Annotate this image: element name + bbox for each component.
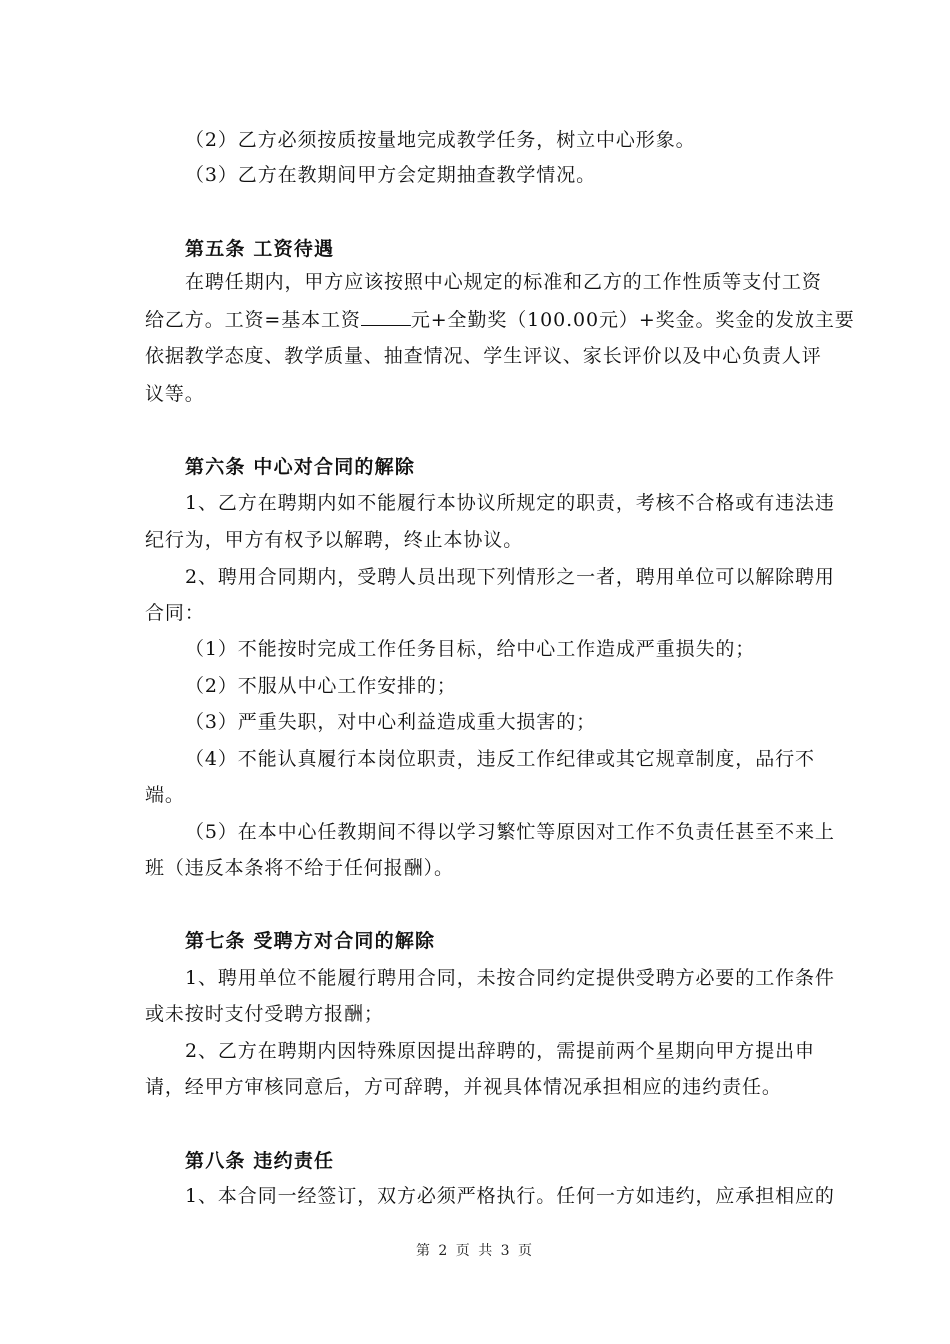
list-item: （3）严重失职，对中心利益造成重大损害的； xyxy=(185,711,596,733)
section-heading: 第六条 中心对合同的解除 xyxy=(185,456,416,478)
paragraph-line: 纪行为，甲方有权予以解聘，终止本协议。 xyxy=(145,529,524,551)
list-item: 端。 xyxy=(145,784,185,806)
list-item: 班（违反本条将不给于任何报酬）。 xyxy=(145,857,454,879)
page-footer: 第 2 页 共 3 页 xyxy=(415,1243,535,1259)
section-heading: 第七条 受聘方对合同的解除 xyxy=(185,930,436,952)
list-item: （4）不能认真履行本岗位职责，违反工作纪律或其它规章制度，品行不 xyxy=(185,748,815,770)
list-item: （1）不能按时完成工作任务目标，给中心工作造成严重损失的； xyxy=(185,638,756,660)
paragraph-line: 2、聘用合同期内，受聘人员出现下列情形之一者，聘用单位可以解除聘用 xyxy=(185,566,835,588)
blank-field xyxy=(361,307,411,326)
paragraph-line: 2、乙方在聘期内因特殊原因提出辞聘的，需提前两个星期向甲方提出申 xyxy=(185,1040,815,1062)
text-segment: 给乙方。工资=基本工资 xyxy=(145,309,361,331)
paragraph-line: 1、乙方在聘期内如不能履行本协议所规定的职责，考核不合格或有违法违 xyxy=(185,492,835,514)
text-segment: 元+全勤奖（100.00元）+奖金。奖金的发放主要 xyxy=(410,309,855,331)
list-item: （2）不服从中心工作安排的； xyxy=(185,675,457,697)
clause-item: （2）乙方必须按质按量地完成教学任务，树立中心形象。 xyxy=(185,129,696,151)
paragraph-line: 合同： xyxy=(145,602,205,624)
paragraph-line: 在聘任期内，甲方应该按照中心规定的标准和乙方的工作性质等支付工资 xyxy=(185,271,822,293)
paragraph-line: 1、聘用单位不能履行聘用合同，未按合同约定提供受聘方必要的工作条件 xyxy=(185,967,835,989)
section-heading: 第五条 工资待遇 xyxy=(185,238,335,260)
paragraph-line xyxy=(145,307,855,332)
paragraph-line: 议等。 xyxy=(145,383,205,405)
section-heading: 第八条 违约责任 xyxy=(185,1150,335,1172)
paragraph-line: 或未按时支付受聘方报酬； xyxy=(145,1003,384,1025)
paragraph-line: 1、本合同一经签订，双方必须严格执行。任何一方如违约，应承担相应的 xyxy=(185,1185,835,1207)
clause-item: （3）乙方在教期间甲方会定期抽查教学情况。 xyxy=(185,164,596,186)
paragraph-line: 请，经甲方审核同意后，方可辞聘，并视具体情况承担相应的违约责任。 xyxy=(145,1076,782,1098)
list-item: （5）在本中心任教期间不得以学习繁忙等原因对工作不负责任甚至不来上 xyxy=(185,821,835,843)
paragraph-line: 依据教学态度、教学质量、抽查情况、学生评议、家长评价以及中心负责人评 xyxy=(145,345,822,367)
